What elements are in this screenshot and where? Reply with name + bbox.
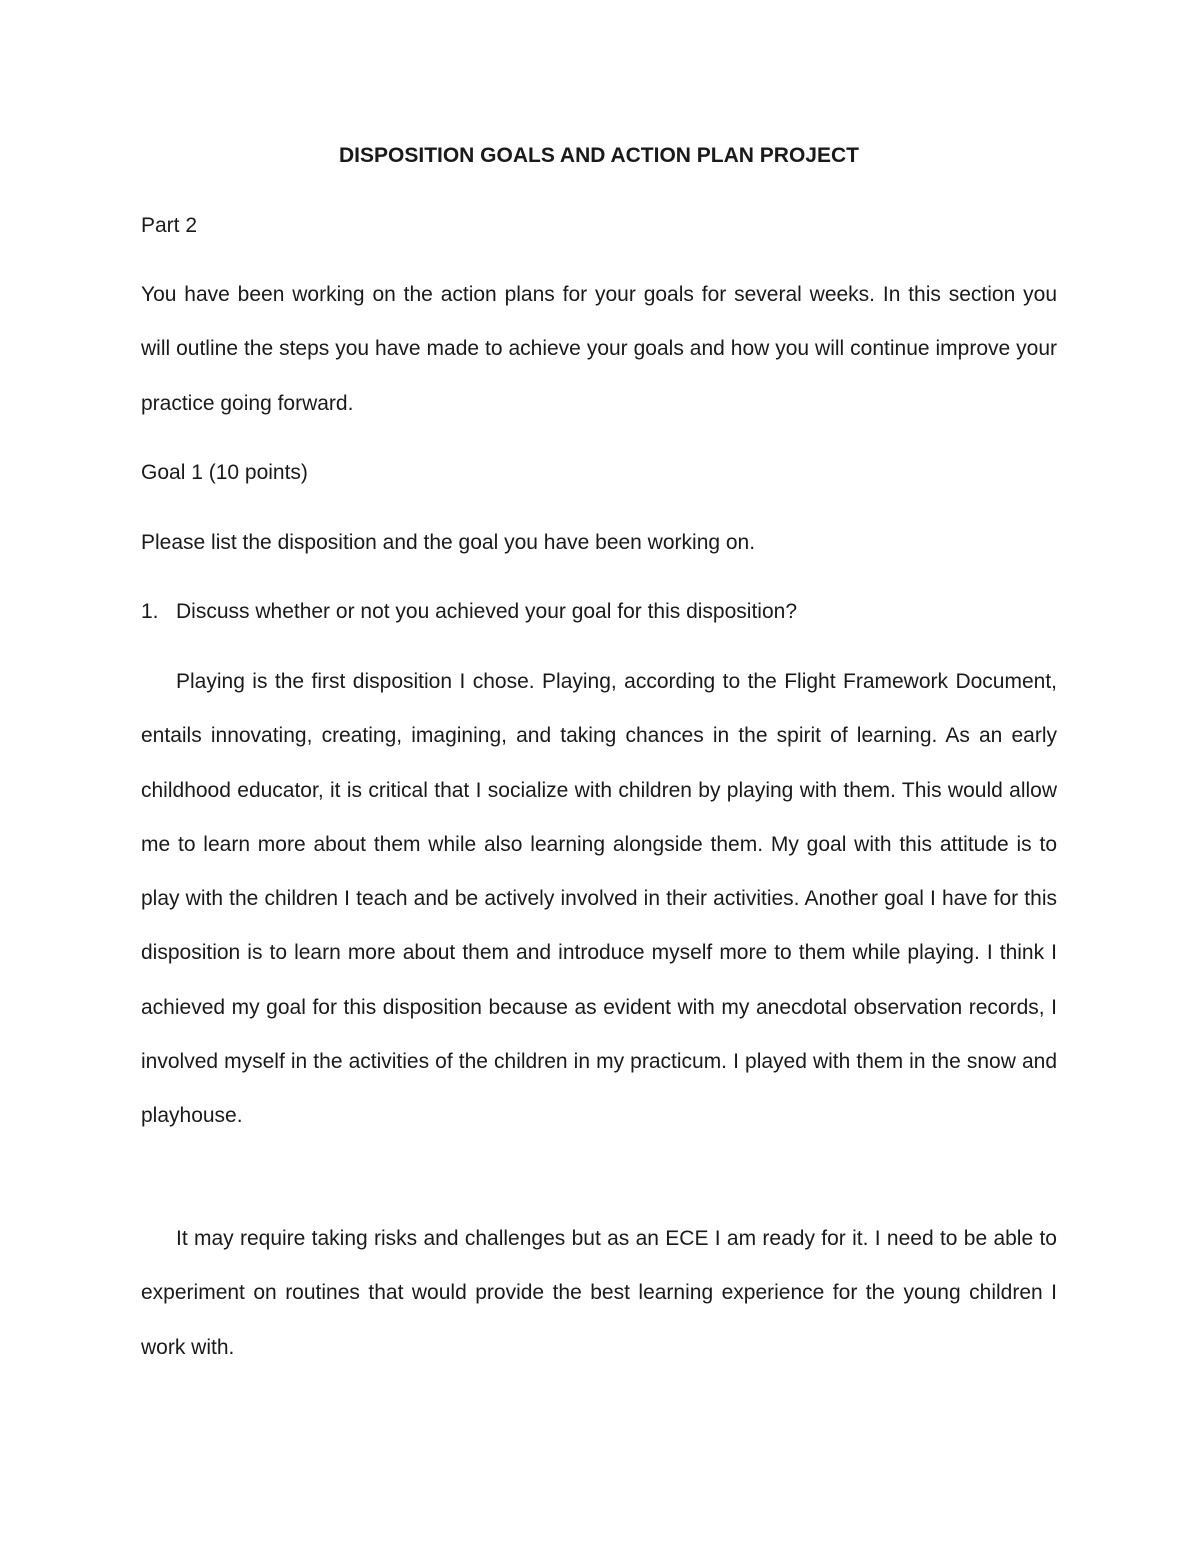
answer-paragraph: It may require taking risks and challenges but as an ECE I am ready for it. I need to be able to experiment on routines that would provide the best learning experience for the young children I work with. [141, 1227, 1057, 1359]
question-item [141, 598, 1057, 626]
instruction-text: Please list the disposition and the goal you have been working on. [141, 531, 756, 554]
document-title: DISPOSITION GOALS AND ACTION PLAN PROJECT [339, 144, 859, 167]
question-text: Discuss whether or not you achieved your goal for this disposition? [176, 600, 797, 623]
answer-paragraph: Playing is the first disposition I chose. Playing, according to the Flight Framework Document, entails innovating, creating, imagining, and taking chances in the spirit of learning. As an early childhood educator, it is critical that I socialize with children by playing with them. This would allow me to learn more about them while also learning alongside them. My goal with this attitude is to play with the children I teach and be actively involved in their activities. Another goal I have for this disposition is to learn more about them and introduce myself more to them while playing. I think I achieved my goal for this disposition because as evident with my anecdotal observation records, I involved myself in the activities of the children in my practicum. I played with them in the snow and playhouse. [141, 670, 1057, 1128]
part-label: Part 2 [141, 214, 198, 237]
document-page [141, 0, 1057, 1553]
goal-heading: Goal 1 (10 points) [141, 461, 308, 484]
question-number: 1. [141, 600, 159, 623]
intro-paragraph: You have been working on the action plans for your goals for several weeks. In this section you will outline the steps you have made to achieve your goals and how you will continue improve your practice going forward. [141, 283, 1057, 415]
